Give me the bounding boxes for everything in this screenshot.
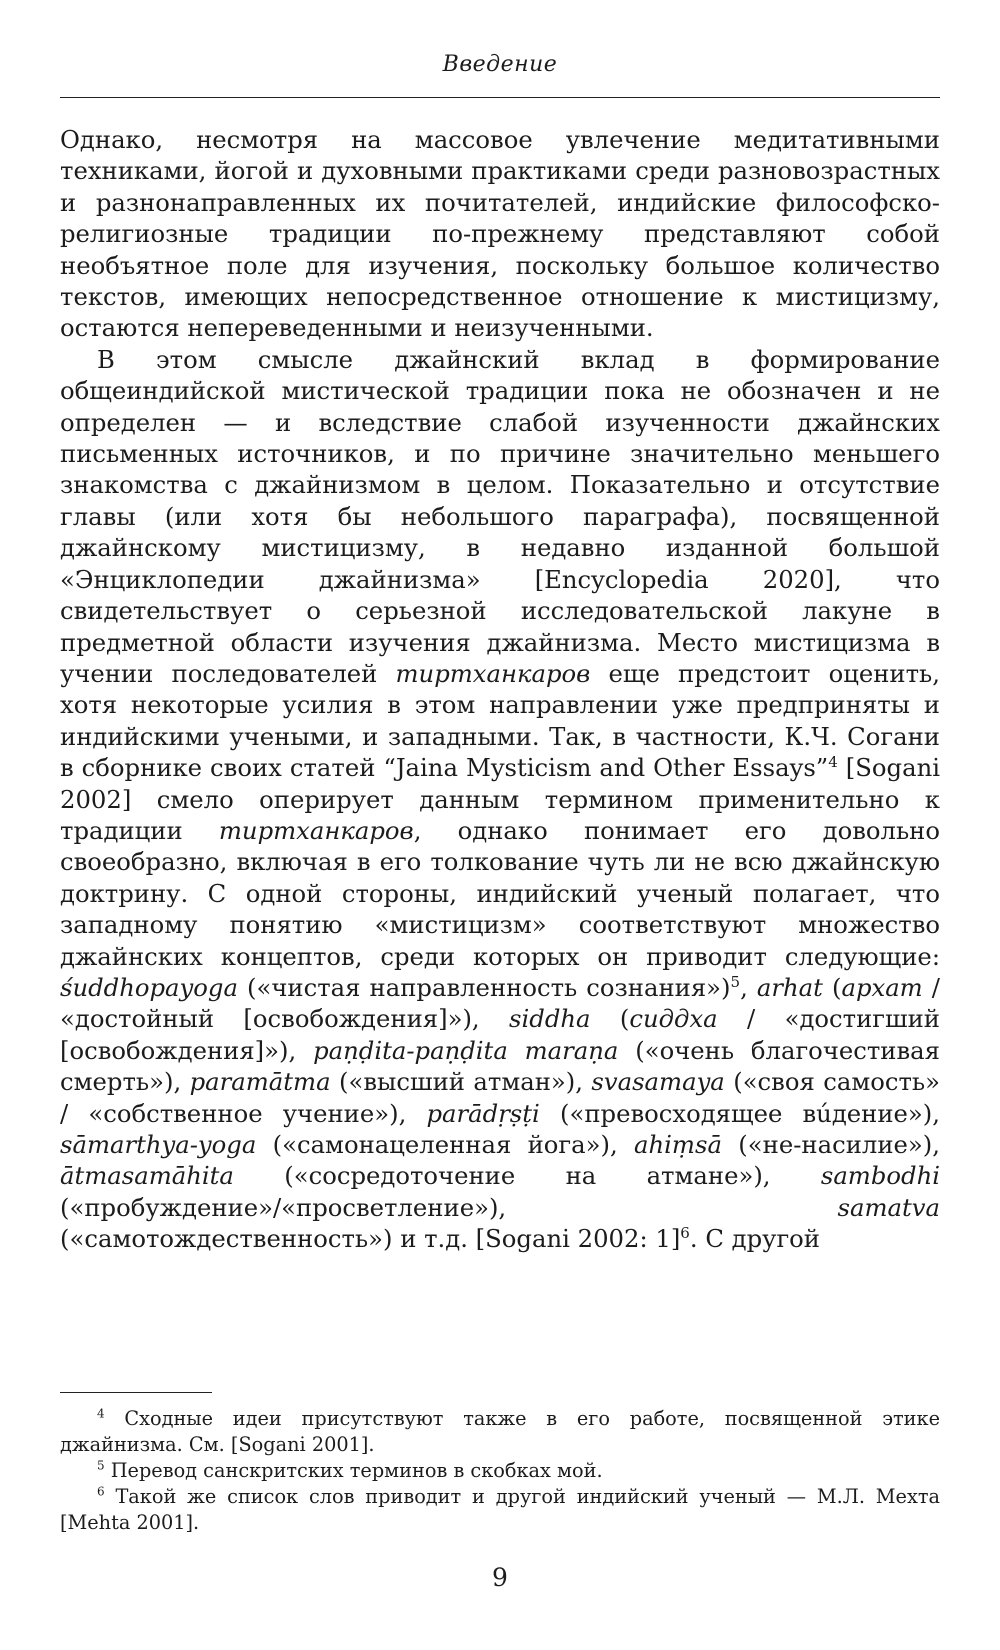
paragraph-2: В этом смысле джайнский вклад в формирование общеиндийской мистической традиции пока не обозначен и не определен — и вследствие слабой изученности джайнских письменных источников, и по причине значительно меньшего знакомства с джайнизмом в целом. Показательно и отсутствие главы (или хотя бы небольшого параграфа), посвященной джайнскому мистицизму, в недавно изданной большой «Энциклопедии джайнизма» [Encyclopedia 2020], что свидетельствует о серьезной исследовательской лакуне в предметной области изучения джайнизма. Место мистицизма в учении последователей тиртханкаров еще предстоит оценить, хотя некоторые усилия в этом направлении уже предприняты и индийскими учеными, и западными. Так, в частности, К.Ч. Согани в сборнике своих статей “Jaina Mysticism and Other Essays”$^4$ [Sogani 2002] смело оперирует данным термином применительно к традиции тиртханкаров, однако понимает его довольно своеобразно, включая в его толкование чуть ли не всю джайнскую доктрину. С одной стороны, индийский ученый полагает, что западному понятию «мистицизм» соответствуют множество джайнских концептов, среди которых он приводит следующие: śuddhopayoga («чистая направленность сознания»)$^5$, arhat (архат / «достойный [освобождения]»), siddha (сиддха / «достигший [освобождения]»), paṇḍita-paṇḍita maraṇa («очень благочестивая смерть»), paramātma («высший атман»), svasamaya («своя самость» / «собственное учение»), parādṛṣṭi («превосходящее вúдение»), sāmarthya-yoga («самонацеленная йога»), ahiṃsā («не-насилие»), ātmasamāhita («сосредоточение на атмане»), sambodhi («пробуждение»/«просветление»), samatva («самотождественность») и т.д. [Sogani 2002: 1]$^6$. С другой — [60, 344, 941, 1254]
footnote-number: 4 — [97, 1406, 105, 1421]
sanskrit-term: ahiṃsā — [633, 1130, 723, 1159]
sanskrit-term: ātmasamāhita — [60, 1161, 234, 1191]
sanskrit-term: siddha — [509, 1004, 591, 1034]
sanskrit-term: sambodhi — [820, 1161, 940, 1191]
running-header: Введение — [442, 52, 558, 77]
emphasis-term: тиртханкаров — [218, 815, 414, 845]
footnote-5: $^5$ Перевод санскритских терминов в скобках мой. — [97, 1458, 603, 1482]
footnote-ref-6: 6 — [680, 1224, 690, 1243]
footnote-number: 5 — [97, 1458, 105, 1473]
header-divider — [60, 97, 940, 98]
footnote-ref-4: 4 — [828, 753, 838, 772]
sanskrit-term: parādṛṣṭi — [426, 1098, 540, 1128]
sanskrit-term: arhat — [756, 972, 823, 1002]
sanskrit-term: svasamaya — [591, 1067, 725, 1097]
emphasis-term: сиддха — [629, 1004, 718, 1034]
emphasis-term: архат — [841, 972, 923, 1002]
paragraph-1: Однако, несмотря на массовое увлечение медитативными техниками, йогой и духовными практиками среди разновозрастных и разнонаправленных их почитателей, индийские философско-религиозные традиции по-прежнему представляют собой необъятное поле для изучения, поскольку большое количество текстов, имеющих непосредственное отношение к мистицизму, остаются непереведенными и неизученными. — [60, 125, 940, 343]
emphasis-term: тиртханкаров — [395, 658, 591, 688]
sanskrit-term: śuddhopayoga — [60, 972, 238, 1002]
page-number: 9 — [492, 1563, 508, 1592]
footnote-6: $^6$ Такой же список слов приводит и другой индийский ученый — М.Л. Мехта [Mehta 2001]. — [60, 1484, 940, 1534]
footnote-divider — [60, 1392, 212, 1393]
main-text — [60, 124, 940, 1255]
sanskrit-term: paṇḍita-paṇḍita maraṇa — [313, 1035, 619, 1065]
footnotes — [60, 1406, 940, 1536]
sanskrit-term: sāmarthya-yoga — [60, 1130, 257, 1159]
footnote-number: 6 — [97, 1484, 105, 1499]
sanskrit-term: samatva — [837, 1192, 940, 1222]
footnote-4: $^4$ Сходные идеи присутствуют также в его работе, посвященной этике джайнизма. См. [Sogani 2001]. — [60, 1406, 940, 1456]
footnote-ref-5: 5 — [730, 972, 741, 991]
sanskrit-term: paramātma — [189, 1067, 331, 1097]
